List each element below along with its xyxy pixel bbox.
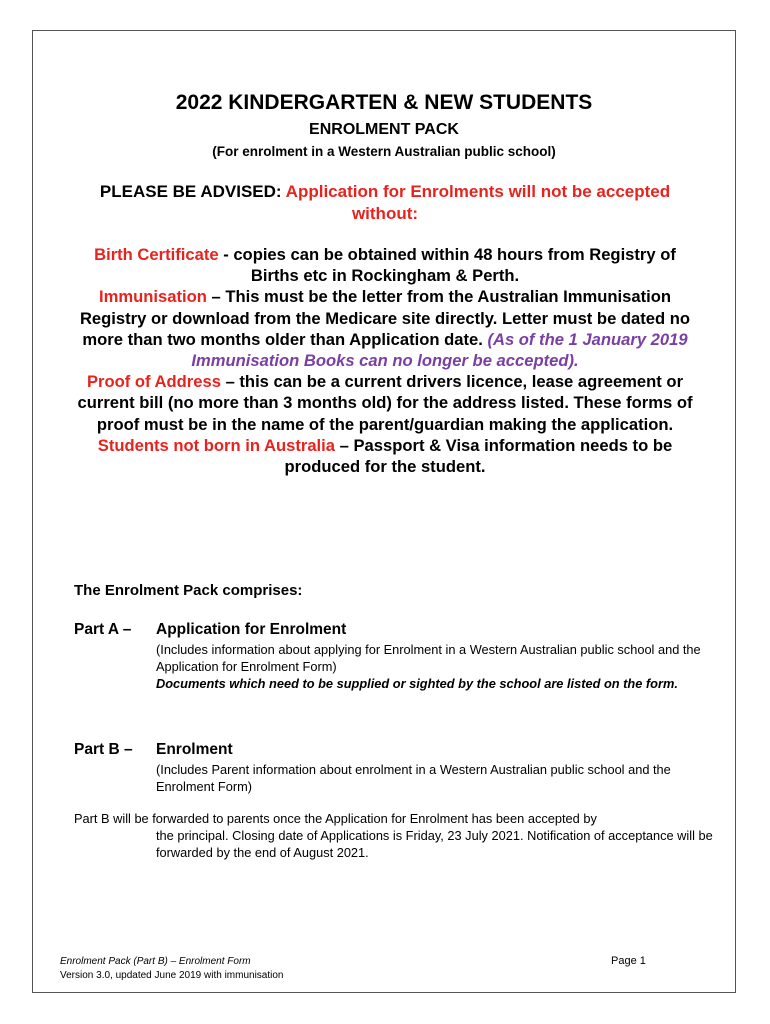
- page-subtitle-note: (For enrolment in a Western Australian public school): [212, 144, 556, 159]
- req-birth-text: - copies can be obtained within 48 hours from Registry of Births etc in Rockingham & Perth.: [218, 245, 676, 286]
- forwarding-note-first: Part B will be forwarded to parents once the Application for Enrolment has been accepted by: [74, 811, 597, 826]
- part-a-note: Documents which need to be supplied or sighted by the school are listed on the form.: [156, 676, 678, 691]
- forwarding-note-rest: the principal. Closing date of Applications is Friday, 23 July 2021. Notification of acceptance will be forwarded by the end of August 2021.: [156, 828, 713, 860]
- footer-version: Version 3.0, updated June 2019 with immunisation: [60, 970, 284, 981]
- part-a-label: Part A –: [74, 621, 132, 638]
- pack-heading: The Enrolment Pack comprises:: [74, 582, 303, 599]
- req-immun-text: – This must be the letter from the Australian Immunisation Registry or download from the Medicare site directly. Letter must be dated no more than two months older than Application date.: [79, 287, 691, 349]
- document-page: [32, 30, 736, 993]
- part-a-title: Application for Enrolment: [156, 621, 347, 638]
- req-address-text: – this can be a current drivers licence, lease agreement or current bill (no more than 3 months old) for the address listed. These forms of proof must be in the name of the parent/guardian making the application.: [77, 372, 693, 434]
- part-a-description: (Includes information about applying for Enrolment in a Western Australian public school and the Application for Enrolment Form): [156, 642, 701, 674]
- req-birth-label: Birth Certificate: [94, 245, 219, 264]
- req-address-label: Proof of Address: [86, 372, 221, 392]
- page-number: Page 1: [611, 955, 646, 967]
- forwarding-note: [74, 810, 714, 861]
- req-overseas-students: [71, 435, 699, 477]
- part-b-title: Enrolment: [156, 741, 233, 758]
- advisory-lead: PLEASE BE ADVISED:: [99, 182, 282, 201]
- req-overseas-label: Students not born in Australia: [97, 435, 336, 455]
- footer: [60, 955, 283, 983]
- req-immunisation: [71, 286, 699, 371]
- req-proof-of-address: [71, 371, 699, 435]
- req-birth-certificate: [71, 244, 699, 286]
- advisory-text: Application for Enrolments will not be accepted without:: [285, 182, 671, 223]
- req-overseas-text: – Passport & Visa information needs to be produced for the student.: [284, 435, 673, 477]
- advisory-notice: [73, 181, 697, 225]
- part-b-label: Part B –: [74, 741, 133, 758]
- page-title: 2022 KINDERGARTEN & NEW STUDENTS: [175, 91, 593, 114]
- requirements-block: [71, 244, 699, 477]
- req-immun-note: (As of the 1 January 2019 Immunisation Books can no longer be accepted).: [191, 329, 688, 371]
- req-immun-label: Immunisation: [99, 287, 207, 307]
- page-subtitle: ENROLMENT PACK: [309, 121, 459, 138]
- part-b-description: (Includes Parent information about enrolment in a Western Australian public school and the Enrolment Form): [156, 762, 671, 794]
- footer-doc-name: Enrolment Pack (Part B) – Enrolment Form: [60, 956, 251, 967]
